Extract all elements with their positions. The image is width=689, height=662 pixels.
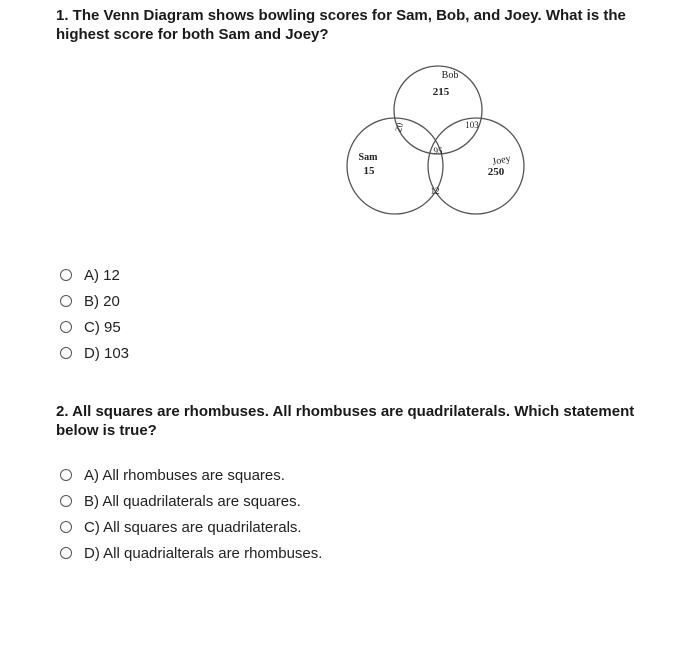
option-label: A) 12 <box>84 266 120 284</box>
bob-label: Bob <box>441 70 459 81</box>
option-label: B) 20 <box>84 292 120 310</box>
bob-circle <box>394 66 482 154</box>
all-three-value: 95 <box>433 146 443 156</box>
option-c[interactable] <box>60 314 129 340</box>
question-1-text: 1. The Venn Diagram shows bowling scores for Sam, Bob, and Joey. What is the highest score for both Sam and Joey? <box>56 7 626 43</box>
radio-button[interactable] <box>60 295 72 307</box>
option-b[interactable] <box>60 288 129 314</box>
sam-joey-value: 12 <box>430 186 440 196</box>
radio-button[interactable] <box>60 269 72 281</box>
option-label: B) All quadrilaterals are squares. <box>84 492 301 510</box>
radio-button[interactable] <box>60 347 72 359</box>
option-label: C) All squares are quadrilaterals. <box>84 518 302 536</box>
joey-value: 250 <box>487 166 505 178</box>
option-label: D) All quadrialterals are rhombuses. <box>84 544 323 562</box>
venn-diagram <box>338 60 528 225</box>
sam-value: 15 <box>363 165 375 177</box>
option-d[interactable] <box>60 340 129 366</box>
option-label: C) 95 <box>84 318 121 336</box>
radio-button[interactable] <box>60 469 72 481</box>
question-2-options <box>60 462 322 566</box>
option-a[interactable] <box>60 262 129 288</box>
sam-label: Sam <box>358 152 378 163</box>
joey-label: Joey <box>491 153 512 168</box>
question-1-options <box>60 262 129 366</box>
radio-button[interactable] <box>60 495 72 507</box>
bob-joey-value: 103 <box>465 120 479 130</box>
option-b[interactable] <box>60 488 322 514</box>
option-d[interactable] <box>60 540 322 566</box>
option-label: D) 103 <box>84 344 130 362</box>
radio-button[interactable] <box>60 521 72 533</box>
question-2-text: 2. All squares are rhombuses. All rhombuses are quadrilaterals. Which statement below is true? <box>56 403 635 439</box>
option-c[interactable] <box>60 514 322 540</box>
option-label: A) All rhombuses are squares. <box>84 466 285 484</box>
radio-button[interactable] <box>60 321 72 333</box>
option-a[interactable] <box>60 462 322 488</box>
bob-value: 215 <box>432 86 450 98</box>
sam-bob-value: 20 <box>393 121 406 133</box>
radio-button[interactable] <box>60 547 72 559</box>
